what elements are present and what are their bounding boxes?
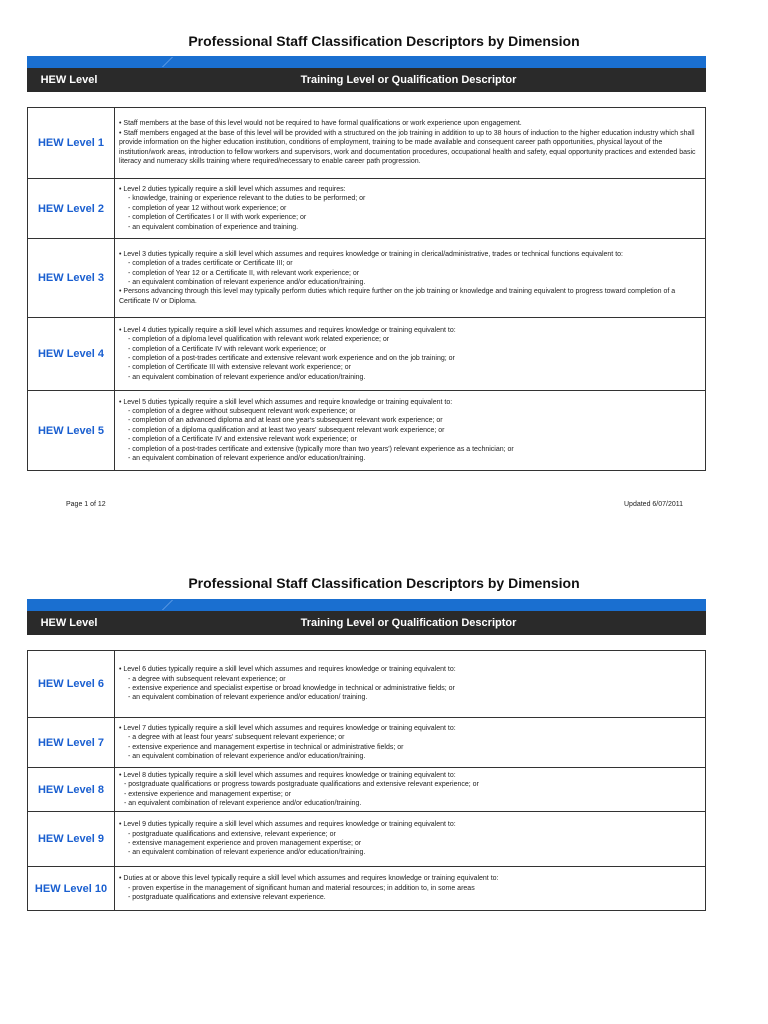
- descriptor-subitem: - completion of an advanced diploma and at least one year's subsequent relevant work experience; or: [128, 417, 443, 425]
- descriptor-subitem: - an equivalent combination of relevant experience and/or education/training.: [128, 752, 366, 760]
- table-row: [28, 867, 706, 911]
- descriptor-subitem: - postgraduate qualifications and extensive relevant experience.: [128, 894, 326, 902]
- descriptor-subitem: - completion of Certificate III with extensive relevant work experience; or: [128, 364, 351, 372]
- descriptor-bullet: • Duties at or above this level typically require a skill level which assumes and requires knowledge or training equivalent to:: [119, 875, 499, 883]
- descriptor-cell: [115, 391, 706, 471]
- descriptor-subitem: - completion of a diploma qualification and at least two years' subsequent relevant work experience; or: [128, 426, 445, 434]
- descriptor-cell: [115, 239, 706, 318]
- descriptor-cell: [115, 812, 706, 867]
- header-hew-level-2: HEW Level: [40, 617, 98, 629]
- descriptor-subitem: - completion of a degree without subsequent relevant work experience; or: [128, 407, 356, 415]
- descriptor-subitem: - completion of Year 12 or a Certificate II, with relevant work experience; or: [128, 269, 360, 277]
- table-row: [28, 651, 706, 718]
- descriptor-subitem: - extensive management experience and proven management expertise; or: [128, 840, 362, 847]
- hew-level-label: HEW Level 8: [28, 768, 115, 812]
- descriptor-cell: [115, 867, 706, 911]
- descriptor-subitem: - completion of a Certificate IV and extensive relevant work experience; or: [128, 436, 357, 444]
- descriptor-bullet: • Level 5 duties typically require a skill level which assumes and require knowledge or training equivalent to:: [119, 398, 453, 406]
- descriptor-bullet: • Level 8 duties typically require a skill level which assumes and requires knowledge or training equivalent to:: [119, 771, 456, 779]
- descriptor-bullet: • Level 9 duties typically require a skill level which assumes and requires knowledge or training equivalent to:: [119, 821, 456, 829]
- descriptor-bullet: • Level 2 duties typically require a skill level which assumes and requires:: [119, 185, 346, 193]
- header-accent-bar: [27, 56, 706, 68]
- table-header: [27, 68, 706, 92]
- descriptor-table-page1: [27, 107, 706, 471]
- descriptor-subitem: - completion of a Certificate IV with relevant work experience; or: [128, 345, 327, 353]
- descriptor-subitem: - proven expertise in the management of significant human and material resources; in addition to, in some areas: [128, 884, 475, 892]
- descriptor-table-page2: [27, 650, 706, 911]
- descriptor-subitem: - an equivalent combination of relevant experience and/or education/training.: [128, 279, 366, 286]
- hew-level-label: HEW Level 6: [28, 651, 115, 718]
- descriptor-subitem: - an equivalent combination of relevant experience and/or education/training.: [124, 799, 362, 807]
- descriptor-subitem: - extensive experience and management expertise; or: [124, 790, 291, 798]
- descriptor-subitem: - extensive experience and specialist expertise or broad knowledge in technical or administrative fields; or: [128, 685, 455, 692]
- descriptor-subitem: - a degree with at least four years' subsequent relevant experience; or: [128, 734, 345, 742]
- descriptor-subitem: - completion of a diploma level qualification with relevant work related experience; or: [128, 336, 390, 344]
- table-row: [28, 718, 706, 768]
- header-descriptor-2: Training Level or Qualification Descriptor: [300, 617, 517, 629]
- descriptor-subitem: - an equivalent combination of experience and training.: [128, 223, 299, 231]
- descriptor-cell: [115, 718, 706, 768]
- descriptor-bullet: • Staff members at the base of this level would not be required to have formal qualifications or work experience upon engagement.: [119, 120, 522, 128]
- descriptor-subitem: - completion of a post-trades certificate and extensive (typically more than two years') relevant experience as a technician; or: [128, 445, 514, 453]
- hew-level-label: HEW Level 7: [28, 718, 115, 768]
- table-row: [28, 179, 706, 239]
- descriptor-cell: [115, 318, 706, 391]
- descriptor-bullet: • Staff members engaged at the base of this level will be provided with a structured on the job training in addition to up to 38 hours of induction to the higher education industry which shall provide information on the higher education institution, conditions of employment, training to be made available and consequent career path opportunities, physical layout of the institution/work areas, introduction to fellow workers and supervisors, work and documentation procedures, occupational health and safety, equal opportunity practices and extended basic literacy and numeracy skills training where required/necessary to enable career path progression.: [119, 129, 696, 166]
- header-hew-level: HEW Level: [40, 74, 98, 86]
- hew-level-label: HEW Level 4: [28, 318, 115, 391]
- table-header-2: [27, 611, 706, 635]
- table-row: [28, 391, 706, 471]
- descriptor-bullet: • Persons advancing through this level may typically perform duties which require further on the job training or knowledge and training equivalent to progress toward completion of a Certificate IV or Diploma.: [119, 288, 676, 305]
- descriptor-subitem: - an equivalent combination of relevant experience and/or education/training.: [128, 849, 366, 857]
- descriptor-bullet: • Level 7 duties typically require a skill level which assumes and requires knowledge or training equivalent to:: [119, 724, 456, 732]
- header-accent-bar-2: [27, 599, 706, 611]
- descriptor-cell: [115, 179, 706, 239]
- descriptor-subitem: - extensive experience and management expertise in technical or administrative fields; or: [128, 743, 404, 751]
- descriptor-cell: [115, 651, 706, 718]
- descriptor-cell: [115, 108, 706, 179]
- hew-level-label: HEW Level 5: [28, 391, 115, 471]
- hew-level-label: HEW Level 3: [28, 239, 115, 318]
- descriptor-subitem: - completion of a trades certificate or Certificate III; or: [128, 260, 293, 268]
- updated-date: Updated 6/07/2011: [624, 501, 684, 508]
- descriptor-subitem: - an equivalent combination of relevant experience and/or education/training.: [128, 455, 366, 463]
- descriptor-bullet: • Level 4 duties typically require a skill level which assumes and requires knowledge or training equivalent to:: [119, 326, 456, 334]
- descriptor-subitem: - an equivalent combination of relevant experience and/or education/ training.: [128, 694, 368, 702]
- descriptor-subitem: - an equivalent combination of relevant experience and/or education/training.: [128, 373, 366, 381]
- descriptor-subitem: - postgraduate qualifications and extensive, relevant experience; or: [128, 830, 336, 838]
- descriptor-subitem: - postgraduate qualifications or progress towards postgraduate qualifications and extensive relevant experience; or: [124, 781, 479, 789]
- table-row: [28, 812, 706, 867]
- hew-level-label: HEW Level 2: [28, 179, 115, 239]
- descriptor-subitem: - knowledge, training or experience relevant to the duties to be performed; or: [128, 195, 366, 203]
- descriptor-subitem: - completion of a post-trades certificate and extensive relevant work experience and on the job training; or: [128, 355, 455, 362]
- hew-level-label: HEW Level 9: [28, 812, 115, 867]
- descriptor-bullet: • Level 6 duties typically require a skill level which assumes and requires knowledge or training equivalent to:: [119, 666, 456, 674]
- table-row: [28, 108, 706, 179]
- hew-level-label: HEW Level 1: [28, 108, 115, 179]
- table-row: [28, 318, 706, 391]
- table-row: [28, 768, 706, 812]
- descriptor-subitem: - completion of year 12 without work experience; or: [128, 204, 287, 212]
- page-title-2: Professional Staff Classification Descriptors by Dimension: [188, 575, 580, 591]
- header-descriptor: Training Level or Qualification Descriptor: [300, 74, 517, 86]
- descriptor-bullet: • Level 3 duties typically require a skill level which assumes and requires knowledge or training in clerical/administrative, trades or technical functions equivalent to:: [119, 250, 623, 258]
- hew-level-label: HEW Level 10: [28, 867, 115, 911]
- descriptor-subitem: - a degree with subsequent relevant experience; or: [128, 675, 286, 683]
- page-number: Page 1 of 12: [66, 501, 106, 508]
- descriptor-subitem: - completion of Certificates I or II with work experience; or: [128, 214, 307, 222]
- page-title: Professional Staff Classification Descriptors by Dimension: [188, 33, 580, 49]
- table-row: [28, 239, 706, 318]
- descriptor-cell: [115, 768, 706, 812]
